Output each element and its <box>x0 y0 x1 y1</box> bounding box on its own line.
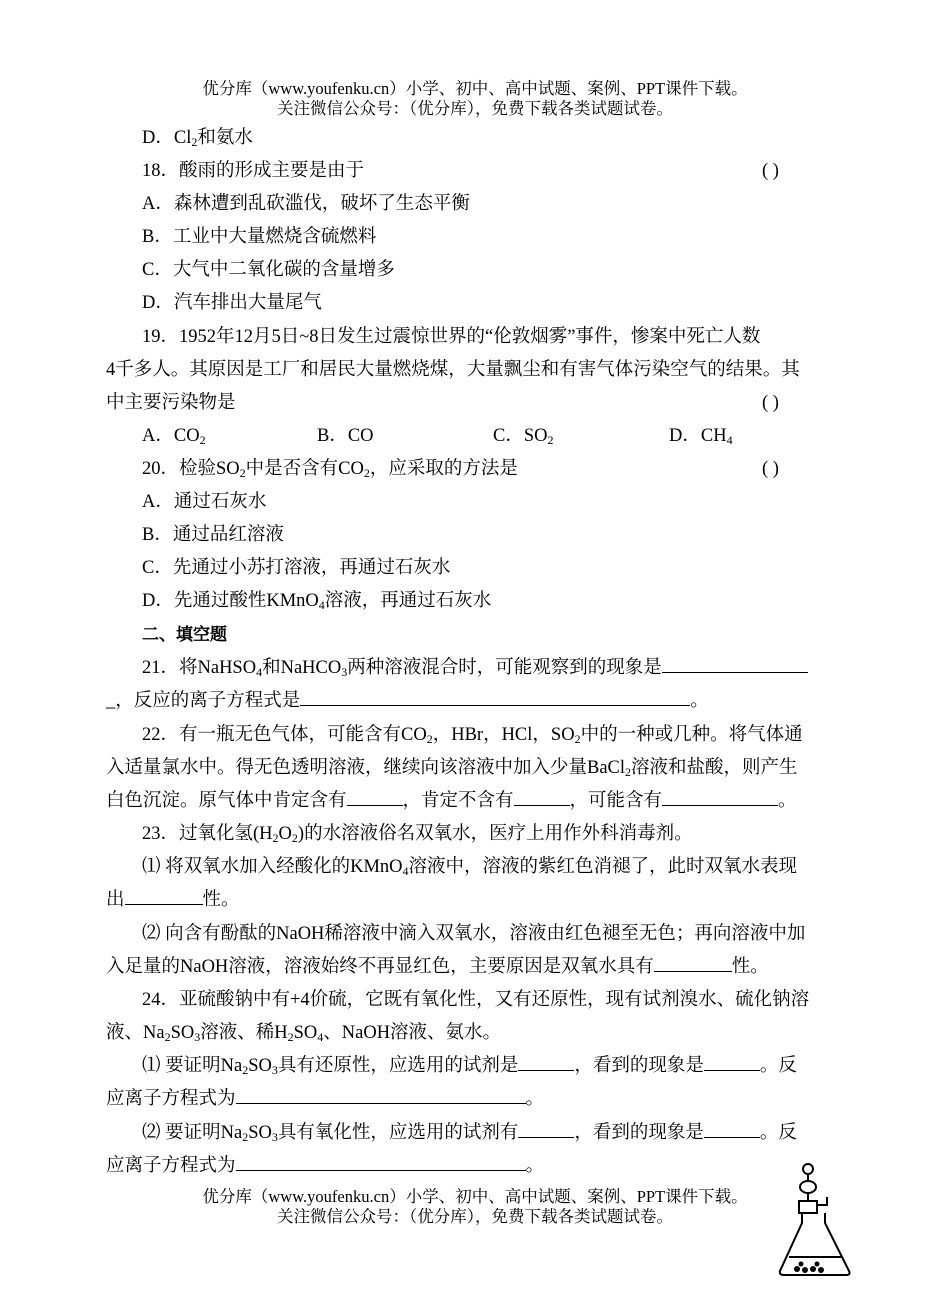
lab-flask-icon <box>775 1157 855 1281</box>
q17-option-d: D．$Cl_2$和氨水 <box>142 128 253 149</box>
q22-blank-may-contain[interactable] <box>662 787 778 806</box>
q20-option-d: D．先通过酸性KMnO$_4$溶液，再通过石灰水 <box>142 591 492 612</box>
q23-part1-line-1: ⑴ 将双氧水加入经酸化的KMnO$_4$溶液中，溶液的紫红色消褪了，此时双氧水表现 <box>142 857 798 878</box>
q24-part2-line-2: 应离子方程式为 。 <box>106 1150 846 1183</box>
footer-line-2: 关注微信公众号：（优分库），免费下载各类试题试卷。 <box>277 1207 673 1226</box>
page-header <box>0 79 950 119</box>
q23-part2-line-1: ⑵ 向含有酚酞的NaOH稀溶液中滴入双氧水，溶液由红色褪至无色；再向溶液中加 <box>142 924 806 944</box>
q19-line-1: 19．1952年12月5日~8日发生过震惊世界的“伦敦烟雾”事件，惨案中死亡人数 <box>142 327 761 347</box>
q21-blank-equation[interactable] <box>300 687 690 706</box>
q21-line-2: _，反应的离子方程式是 。 <box>106 685 846 718</box>
q24-part2-line-1: ⑵ 要证明$Na_2SO_3$具有氧化性，应选用的试剂有 ，看到的现象是 。反 <box>142 1117 846 1150</box>
q20-option-a: A．通过石灰水 <box>142 492 267 512</box>
q24-line-1: 24．亚硫酸钠中有+4价硫，它既有氧化性，又有还原性，现有试剂溴水、硫化钠溶 <box>142 990 810 1010</box>
q23-blank-property-1[interactable] <box>125 886 203 905</box>
footer-line-1: 优分库（www.youfenku.cn）小学、初中、高中试题、案例、PPT课件下载。 <box>202 1187 748 1206</box>
q20-option-c: C．先通过小苏打溶液，再通过石灰水 <box>142 558 451 578</box>
q24-part1-line-1: ⑴ 要证明$Na_2SO_3$具有还原性，应选用的试剂是 ，看到的现象是 。反 <box>142 1050 846 1083</box>
q20-option-b: B．通过品红溶液 <box>142 525 284 545</box>
header-line-1: 优分库（www.youfenku.cn）小学、初中、高中试题、案例、PPT课件下载。 <box>202 79 748 98</box>
q20-stem: 20．检验$SO_2$中是否含有$CO_2$，应采取的方法是 ( ) <box>142 453 846 486</box>
q20-answer-bracket: ( ) <box>762 459 779 479</box>
q22-line-3: 白色沉淀。原气体中肯定含有 ，肯定不含有 ，可能含有 。 <box>106 785 846 818</box>
q24-part1-line-2: 应离子方程式为 。 <box>106 1083 846 1116</box>
q19-option-c: C．$SO_2$ <box>493 426 554 447</box>
q18-answer-bracket: ( ) <box>762 161 779 181</box>
q23-blank-property-2[interactable] <box>654 953 732 972</box>
q21-line-1: 21．将NaHSO$_4$和NaHCO$_3$两种溶液混合时，可能观察到的现象是 <box>142 652 846 685</box>
q24-blank-reagent-1[interactable] <box>518 1052 574 1071</box>
q19-answer-bracket: ( ) <box>762 393 779 413</box>
q24-line-2: 液、$Na_2SO_3$溶液、稀$H_2SO_4$、NaOH溶液、氨水。 <box>106 1023 502 1044</box>
q18-option-c: C．大气中二氧化碳的含量增多 <box>142 260 395 280</box>
q24-blank-equation-2[interactable] <box>236 1152 526 1171</box>
q19-options <box>142 420 846 453</box>
q24-blank-phenomenon-1[interactable] <box>704 1052 760 1071</box>
q23-stem: 23．过氧化氢$(H_2O_2)$的水溶液俗名双氧水，医疗上用作外科消毒剂。 <box>142 824 693 845</box>
q19-line-3: 中主要污染物是 ( ) <box>106 387 846 420</box>
q24-blank-reagent-2[interactable] <box>518 1119 574 1138</box>
q23-part2-line-2: 入足量的NaOH溶液，溶液始终不再显红色，主要原因是双氧水具有 性。 <box>106 951 846 984</box>
q22-line-2: 入适量氯水中。得无色透明溶液，继续向该溶液中加入少量BaCl$_2$溶液和盐酸，则产生 <box>106 758 798 779</box>
q22-blank-contains[interactable] <box>347 787 403 806</box>
header-line-2: 关注微信公众号：（优分库），免费下载各类试题试卷。 <box>277 99 673 118</box>
q19-line-2: 4千多人。其原因是工厂和居民大量燃烧煤，大量飘尘和有害气体污染空气的结果。其 <box>106 360 800 380</box>
q24-blank-phenomenon-2[interactable] <box>704 1119 760 1138</box>
q18-option-b: B．工业中大量燃烧含硫燃料 <box>142 227 377 247</box>
q18-stem: 18．酸雨的形成主要是由于 ( ) <box>142 155 846 188</box>
q24-blank-equation-1[interactable] <box>236 1085 526 1104</box>
q18-option-d: D．汽车排出大量尾气 <box>142 293 322 313</box>
q22-blank-not-contains[interactable] <box>514 787 570 806</box>
q21-blank-phenomenon[interactable] <box>662 654 808 673</box>
section-title-fill-in: 二、填空题 <box>142 625 227 645</box>
q22-line-1: 22．有一瓶无色气体，可能含有$CO_2$，HBr，HCl，$SO_2$中的一种或几种。将气体通 <box>142 725 803 746</box>
q19-option-a: A．$CO_2$ <box>142 426 206 447</box>
q19-option-d: D．$CH_4$ <box>669 426 733 447</box>
q18-option-a: A．森林遭到乱砍滥伐，破坏了生态平衡 <box>142 194 470 214</box>
q23-part1-line-2: 出 性。 <box>106 884 846 917</box>
q19-option-b: B．CO <box>317 426 374 446</box>
